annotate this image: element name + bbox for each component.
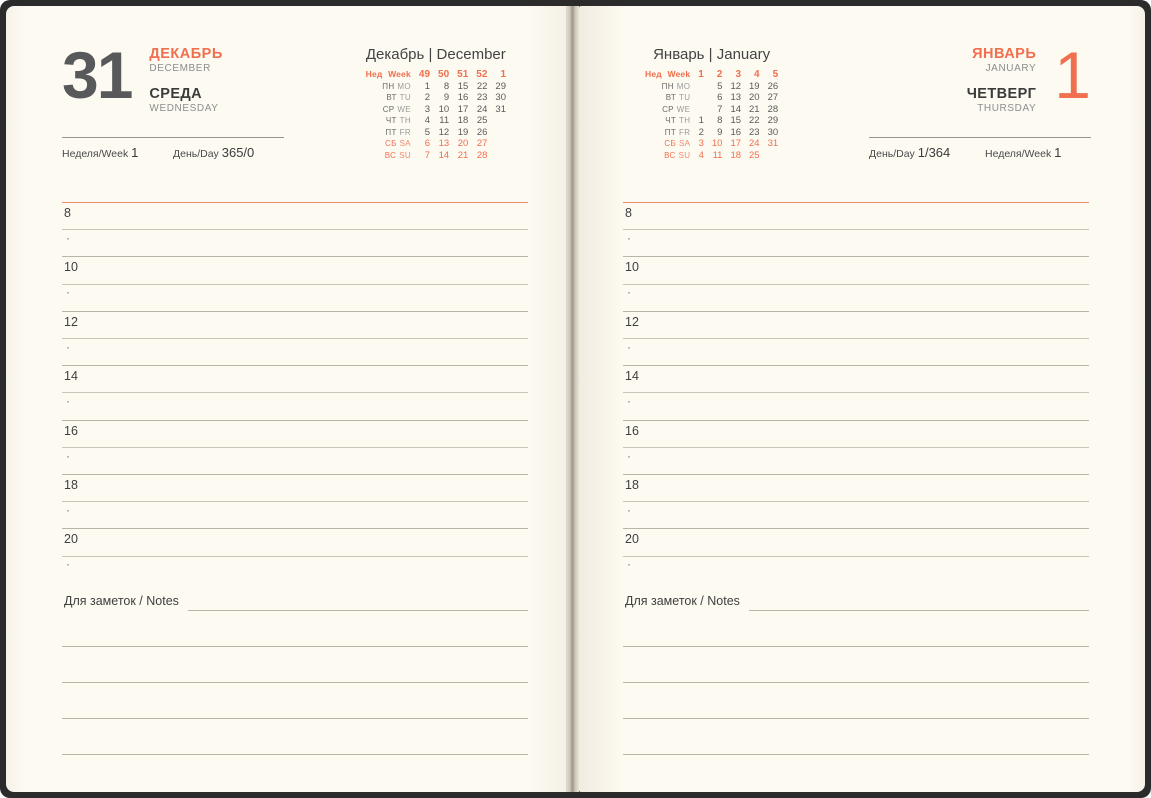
cal-day: 26 — [476, 126, 488, 138]
hour-rule — [62, 365, 528, 366]
bullet: · — [627, 394, 631, 409]
hour-label: 14 — [625, 369, 639, 384]
cal-day — [764, 150, 783, 162]
cal-day — [491, 127, 510, 139]
book-spine — [566, 6, 579, 792]
dow-abbr-ru: ВТ — [386, 93, 397, 102]
dow-abbr-en: TH — [399, 116, 411, 125]
time-slot[interactable] — [623, 528, 1089, 582]
time-grid — [62, 202, 528, 583]
week-label-ru: Нед — [365, 69, 383, 79]
time-slot[interactable] — [62, 474, 528, 528]
half-hour-rule — [62, 284, 528, 285]
cal-day: 24 — [476, 103, 488, 115]
cal-day: 8 — [443, 80, 450, 92]
hour-rule — [623, 256, 1089, 257]
hour-label: 18 — [64, 477, 78, 492]
weekday-name-ru: СРЕДА — [149, 86, 203, 102]
week-meta-value: 1 — [131, 145, 139, 160]
week-meta-label: Неделя/Week — [985, 148, 1052, 160]
time-slot[interactable] — [62, 365, 528, 419]
week-number: 4 — [754, 69, 760, 80]
cal-day: 13 — [438, 138, 450, 149]
dow-abbr-ru: ЧТ — [385, 116, 397, 125]
cal-day: 21 — [749, 103, 760, 115]
time-slot[interactable] — [623, 365, 1089, 419]
week-label-en: Week — [388, 69, 411, 79]
week-meta-value: 1 — [1054, 145, 1062, 160]
notes-rule — [623, 682, 1089, 683]
cal-day: 8 — [717, 115, 723, 126]
mini-calendar-row — [362, 127, 510, 139]
cal-day: 1 — [424, 80, 431, 92]
cal-day: 30 — [495, 92, 506, 103]
hour-label: 8 — [64, 206, 71, 220]
cal-day — [694, 92, 708, 104]
week-number: 49 — [418, 69, 431, 80]
cal-day: 24 — [749, 138, 760, 149]
bullet: · — [66, 394, 70, 409]
hour-label: 16 — [64, 423, 78, 438]
page-left — [6, 6, 572, 792]
notes-rule — [749, 610, 1089, 611]
half-hour-rule — [623, 338, 1089, 339]
cal-day: 13 — [730, 92, 742, 103]
cal-day: 31 — [767, 138, 779, 149]
dow-abbr-en: TU — [399, 93, 411, 102]
cal-day — [694, 81, 708, 93]
week-number: 50 — [438, 69, 450, 80]
notes-rule — [623, 718, 1089, 719]
cal-day — [694, 104, 708, 116]
mini-calendar — [362, 46, 510, 161]
notes-rule — [188, 610, 528, 611]
cal-day: 3 — [698, 138, 704, 149]
notes-rule — [62, 646, 528, 647]
hour-rule — [623, 474, 1089, 475]
header-divider — [62, 137, 284, 138]
mini-calendar-row — [641, 81, 782, 93]
time-slot[interactable] — [623, 420, 1089, 474]
cal-day: 27 — [767, 92, 779, 103]
notes-rule — [623, 646, 1089, 647]
week-number: 51 — [457, 69, 469, 80]
bullet: · — [627, 231, 631, 245]
cal-day: 5 — [717, 80, 723, 92]
time-slot[interactable] — [623, 474, 1089, 528]
hour-rule — [623, 202, 1089, 203]
dow-abbr-en: FR — [399, 127, 411, 137]
mini-calendar-row — [641, 115, 782, 127]
cal-day: 15 — [457, 80, 469, 92]
week-meta-label: Неделя/Week — [62, 148, 129, 160]
mini-calendar-table — [641, 69, 782, 161]
dow-abbr-ru: ПТ — [385, 127, 397, 137]
hour-rule — [62, 528, 528, 529]
half-hour-rule — [62, 229, 528, 230]
mini-calendar-row — [641, 92, 782, 104]
cal-day: 18 — [457, 115, 469, 126]
cal-day: 20 — [457, 138, 469, 149]
notes-rule — [62, 682, 528, 683]
mini-calendar-row — [362, 104, 510, 116]
bullet: · — [627, 557, 631, 572]
cal-day: 22 — [476, 80, 488, 92]
hour-label: 18 — [625, 477, 639, 492]
dow-abbr-en: MO — [397, 81, 411, 91]
time-slot[interactable] — [623, 311, 1089, 365]
mini-calendar-week-header — [362, 69, 510, 81]
mini-calendar-row — [641, 104, 782, 116]
cal-day: 7 — [424, 149, 431, 161]
hour-rule — [623, 365, 1089, 366]
cal-day: 23 — [476, 92, 488, 103]
cal-day: 10 — [711, 138, 723, 149]
dow-abbr-ru: СБ — [385, 139, 397, 148]
week-number: 52 — [476, 69, 488, 80]
hour-label: 20 — [625, 532, 639, 547]
week-label-en: Week — [667, 69, 691, 79]
half-hour-rule — [623, 556, 1089, 557]
week-label-ru: Нед — [645, 69, 662, 79]
cal-day: 28 — [476, 149, 488, 161]
cal-day: 27 — [476, 138, 488, 149]
dow-abbr-en: MO — [676, 81, 691, 91]
half-hour-rule — [623, 392, 1089, 393]
dow-abbr-ru: ВС — [664, 150, 676, 160]
cal-day: 4 — [424, 115, 431, 126]
month-name-ru: ЯНВАРЬ — [972, 46, 1037, 62]
cal-day: 10 — [438, 103, 450, 115]
dow-abbr-en: SA — [399, 139, 411, 148]
half-hour-rule — [62, 338, 528, 339]
dow-abbr-ru: ЧТ — [665, 116, 677, 125]
half-hour-rule — [62, 447, 528, 448]
mini-calendar-row — [641, 150, 782, 162]
hour-label: 10 — [64, 260, 78, 275]
mini-calendar-title: Декабрь | December — [365, 46, 506, 63]
cal-day: 25 — [749, 149, 760, 161]
dow-abbr-ru: ВС — [384, 150, 397, 160]
bullet: · — [627, 448, 631, 463]
month-name-ru: ДЕКАБРЬ — [149, 46, 223, 62]
dow-abbr-en: SU — [678, 150, 691, 160]
hour-rule — [623, 528, 1089, 529]
week-number: 1 — [698, 69, 704, 80]
cal-day: 28 — [767, 103, 779, 115]
cal-day: 9 — [443, 92, 450, 103]
cal-day: 22 — [749, 115, 760, 126]
cal-day: 6 — [424, 138, 431, 149]
dow-abbr-ru: ПН — [661, 81, 674, 91]
hour-label: 16 — [625, 423, 639, 438]
hour-label: 20 — [64, 532, 78, 547]
cal-day: 4 — [698, 149, 704, 161]
week-number: 2 — [716, 69, 723, 80]
hour-rule — [62, 256, 528, 257]
mini-calendar-week-header — [641, 69, 782, 81]
cal-day: 16 — [457, 92, 469, 103]
mini-calendar-row — [362, 92, 510, 104]
cal-day: 9 — [717, 126, 723, 138]
hour-label: 12 — [625, 314, 639, 329]
dow-abbr-ru: ВТ — [665, 93, 677, 102]
cal-day — [491, 150, 510, 162]
time-slot[interactable] — [623, 256, 1089, 310]
bullet: · — [66, 231, 70, 245]
cal-day: 7 — [717, 103, 723, 115]
hour-rule — [62, 311, 528, 312]
day-meta — [869, 145, 950, 160]
time-slot[interactable] — [62, 311, 528, 365]
half-hour-rule — [623, 229, 1089, 230]
dow-abbr-ru: СР — [662, 104, 674, 114]
notes-label: Для заметок / Notes — [625, 594, 740, 608]
hour-rule — [62, 420, 528, 421]
cal-day: 29 — [495, 80, 506, 92]
hour-rule — [62, 202, 528, 203]
day-meta-value: 365/0 — [221, 145, 255, 160]
day-number: 31 — [62, 38, 132, 112]
hour-rule — [623, 420, 1089, 421]
time-slot[interactable] — [62, 528, 528, 582]
hour-label: 14 — [64, 369, 78, 384]
cal-day: 26 — [767, 80, 779, 92]
cal-day: 1 — [698, 115, 704, 126]
cal-day: 2 — [698, 126, 704, 138]
dow-abbr-en: WE — [676, 104, 691, 114]
month-name-en: DECEMBER — [149, 63, 211, 74]
dow-abbr-ru: ПН — [382, 81, 395, 91]
bullet: · — [66, 502, 70, 517]
week-meta — [985, 145, 1061, 160]
half-hour-rule — [62, 392, 528, 393]
notes-rule — [623, 754, 1089, 755]
dow-abbr-en: TH — [679, 116, 691, 125]
cal-day: 31 — [495, 103, 506, 115]
week-meta — [62, 145, 138, 160]
cal-day: 19 — [457, 126, 469, 138]
day-number: 1 — [1054, 38, 1089, 112]
hour-rule — [623, 311, 1089, 312]
page-right — [579, 6, 1145, 792]
hour-label: 10 — [625, 260, 639, 275]
day-meta — [173, 145, 254, 160]
cal-day: 11 — [712, 149, 723, 161]
cal-day: 29 — [767, 115, 779, 126]
cal-day: 6 — [717, 92, 723, 103]
time-slot[interactable] — [62, 420, 528, 474]
cal-day: 12 — [730, 80, 742, 92]
half-hour-rule — [62, 501, 528, 502]
cal-day: 20 — [749, 92, 760, 103]
bullet: · — [66, 448, 70, 463]
cal-day: 14 — [730, 103, 742, 115]
time-slot[interactable] — [623, 202, 1089, 256]
time-slot[interactable] — [62, 202, 528, 256]
cal-day: 3 — [424, 103, 431, 115]
weekday-name-en: WEDNESDAY — [149, 103, 219, 114]
mini-calendar-row — [641, 138, 782, 150]
bullet: · — [66, 339, 70, 354]
day-meta-label: День/Day — [173, 148, 219, 160]
cal-day: 17 — [730, 138, 742, 149]
dow-abbr-ru: СР — [382, 104, 395, 114]
cal-day: 15 — [730, 115, 742, 126]
half-hour-rule — [623, 447, 1089, 448]
half-hour-rule — [623, 501, 1089, 502]
bullet: · — [66, 557, 70, 572]
cal-day — [491, 138, 510, 150]
weekday-name-en: THURSDAY — [977, 103, 1037, 114]
mini-calendar-row — [362, 115, 510, 127]
dow-abbr-en: FR — [679, 127, 691, 137]
cal-day: 19 — [749, 80, 760, 92]
bullet: · — [627, 339, 631, 354]
cal-day: 18 — [730, 149, 742, 161]
mini-calendar-row — [362, 138, 510, 150]
dow-abbr-ru: ПТ — [664, 127, 677, 137]
dow-abbr-en: TU — [679, 93, 691, 102]
cal-day: 25 — [476, 115, 488, 126]
cal-day: 23 — [749, 126, 760, 138]
half-hour-rule — [62, 556, 528, 557]
hour-label: 12 — [64, 314, 78, 329]
week-number: 3 — [735, 69, 742, 80]
bullet: · — [627, 502, 631, 517]
cal-day: 17 — [457, 103, 469, 115]
notes-rule — [62, 718, 528, 719]
cal-day: 5 — [424, 126, 431, 138]
week-number: 5 — [772, 69, 779, 80]
month-name-en: JANUARY — [985, 63, 1037, 74]
day-meta-value: 1/364 — [917, 145, 951, 160]
notes-label: Для заметок / Notes — [64, 594, 179, 608]
cal-day: 12 — [438, 126, 450, 138]
mini-calendar-row — [641, 127, 782, 139]
half-hour-rule — [623, 284, 1089, 285]
dow-abbr-en: WE — [397, 104, 411, 114]
mini-calendar-row — [362, 150, 510, 162]
header-divider — [869, 137, 1091, 138]
cal-day: 14 — [438, 149, 450, 161]
cal-day: 11 — [439, 115, 450, 126]
dow-abbr-en: SU — [399, 150, 411, 160]
cal-day — [491, 115, 510, 127]
cal-day: 16 — [730, 126, 742, 138]
hour-rule — [62, 474, 528, 475]
time-grid — [623, 202, 1089, 583]
hour-label: 8 — [625, 206, 632, 220]
cal-day: 21 — [457, 149, 469, 161]
week-number: 1 — [500, 69, 506, 80]
mini-calendar-table — [362, 69, 510, 161]
weekday-name-ru: ЧЕТВЕРГ — [966, 86, 1037, 102]
time-slot[interactable] — [62, 256, 528, 310]
dow-abbr-en: SA — [679, 139, 691, 148]
mini-calendar-row — [362, 81, 510, 93]
dow-abbr-ru: СБ — [664, 139, 677, 148]
day-meta-label: День/Day — [869, 148, 915, 160]
bullet: · — [627, 285, 631, 300]
cal-day: 2 — [424, 92, 431, 103]
mini-calendar-title: Январь | January — [653, 46, 771, 63]
mini-calendar — [641, 46, 782, 161]
bullet: · — [66, 285, 70, 300]
cal-day: 30 — [767, 126, 779, 138]
notes-rule — [62, 754, 528, 755]
